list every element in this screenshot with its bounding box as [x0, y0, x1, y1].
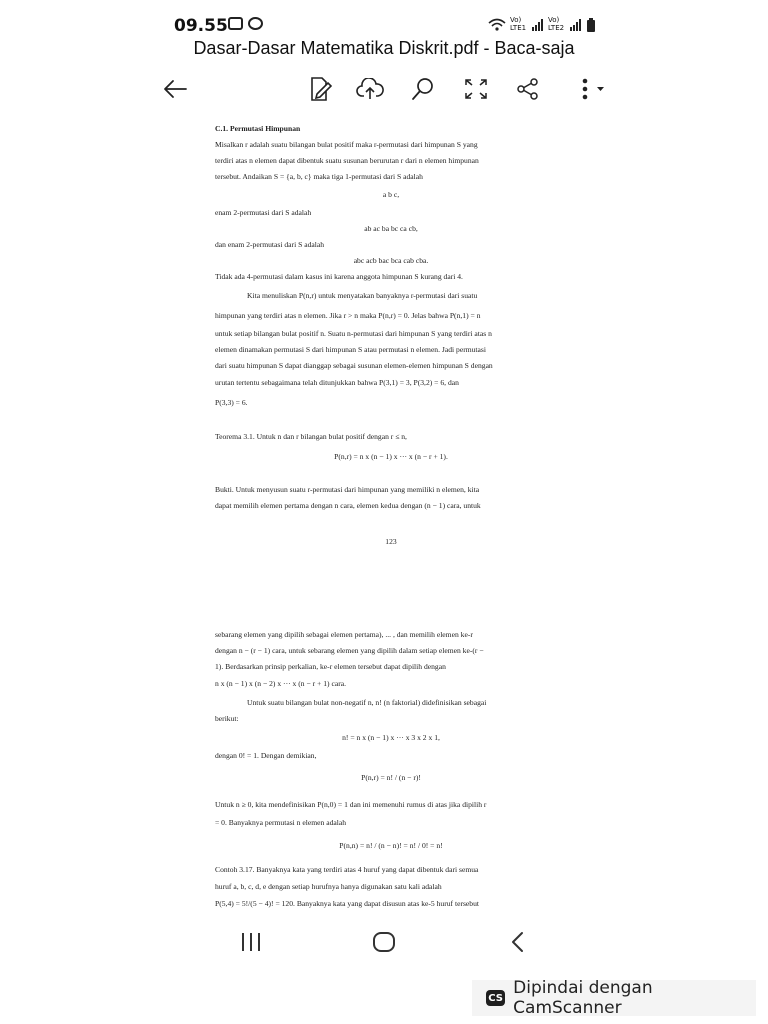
search-icon [411, 77, 435, 101]
document-title: Dasar-Dasar Matematika Diskrit.pdf - Baca-saja [193, 38, 575, 58]
text-line: dengan n − (r − 1) cara, untuk sebarang elemen yang dipilih dalam setiap elemen ke-(r − [215, 646, 484, 655]
share-button[interactable] [513, 74, 543, 104]
text-line: terdiri atas n elemen dapat dibentuk suatu susunan berurutan r dari n elemen himpunan [215, 156, 479, 165]
text-line: Bukti. Untuk menyusun suatu r-permutasi dari himpunan yang memiliki n elemen, kita [215, 485, 480, 494]
pdf-page-123 [150, 113, 622, 578]
fullscreen-icon [464, 78, 488, 100]
text-line: berikut: [215, 714, 239, 723]
formula: P(n,r) = n! / (n − r)! [361, 773, 421, 782]
recent-apps-button[interactable] [234, 926, 268, 958]
text-line: dari suatu himpunan S dapat dianggap sebagai susunan elemen-elemen himpunan S dengan [215, 361, 493, 370]
text-line: enam 2-permutasi dari S adalah [215, 208, 312, 217]
cloud-upload-icon [356, 78, 384, 100]
net2-label: Vo) LTE2 [548, 16, 565, 32]
edit-document-icon [308, 76, 332, 102]
signal2-icon [570, 19, 582, 31]
section-heading: C.1. Permutasi Himpunan [215, 124, 301, 133]
more-options-button[interactable] [570, 74, 610, 104]
text-line: tersebut. Andaikan S = {a, b, c} maka tiga 1-permutasi dari S adalah [215, 172, 423, 181]
text-line: Untuk suatu bilangan bulat non-negatif n, n! (n faktorial) didefinisikan sebagai [247, 698, 487, 707]
text-line: Kita menuliskan P(n,r) untuk menyatakan banyaknya r-permutasi dari suatu [247, 291, 478, 300]
back-button[interactable] [160, 74, 190, 104]
back-nav-button[interactable] [500, 926, 534, 958]
status-bar [0, 8, 768, 42]
page-number: 123 [385, 537, 397, 546]
text-line: urutan tertentu sebagaimana telah ditunjukkan bahwa P(3,1) = 3, P(3,2) = 6, dan [215, 378, 459, 387]
fullscreen-button[interactable] [461, 74, 491, 104]
back-arrow-icon [162, 79, 188, 99]
recent-apps-icon [240, 932, 262, 952]
text-line: Misalkan r adalah suatu bilangan bulat positif maka r-permutasi dari himpunan S yang [215, 140, 478, 149]
toolbar [0, 68, 768, 108]
app-notification-icon [248, 17, 263, 30]
text-line: untuk setiap bilangan bulat positif n. Suatu n-permutasi dari himpunan S yang terdiri atas n [215, 329, 492, 338]
text-line: dan enam 2-permutasi dari S adalah [215, 240, 325, 249]
example-line: Contoh 3.17. Banyaknya kata yang terdiri atas 4 huruf yang dapat dibentuk dari semua [215, 865, 479, 874]
text-line: dengan 0! = 1. Dengan demikian, [215, 751, 317, 760]
home-icon [372, 931, 396, 953]
share-icon [516, 77, 540, 101]
status-indicators [488, 16, 608, 36]
text-line: Tidak ada 4-permutasi dalam kasus ini karena anggota himpunan S kurang dari 4. [215, 272, 463, 281]
pdf-page-124 [150, 618, 622, 918]
permutation-list: ab ac ba bc ca cb, [364, 224, 418, 233]
formula: P(n,r) = n x (n − 1) x ··· x (n − r + 1). [334, 452, 448, 461]
more-vert-icon [573, 77, 607, 101]
gallery-notification-icon [228, 17, 243, 30]
text-line: P(3,3) = 6. [215, 398, 248, 407]
edit-button[interactable] [305, 74, 335, 104]
text-line: elemen dinamakan permutasi S dari himpunan S atau permutasi n elemen. Jadi permutasi [215, 345, 486, 354]
navigation-bar [0, 922, 768, 962]
text-line: Untuk n ≥ 0, kita mendefinisikan P(n,0) = 1 dan ini memenuhi rumus di atas jika dipilih r [215, 800, 487, 809]
back-icon [509, 931, 525, 953]
text-line: sebarang elemen yang dipilih sebagai elemen pertama), ... , dan memilih elemen ke-r [215, 630, 473, 639]
text-line: P(5,4) = 5!/(5 − 4)! = 120. Banyaknya kata yang dapat disusun atas ke-5 huruf tersebut [215, 899, 480, 908]
permutation-list: a b c, [382, 190, 400, 199]
theorem-line: Teorema 3.1. Untuk n dan r bilangan bulat positif dengan r ≤ n, [215, 432, 407, 441]
upload-button[interactable] [355, 74, 385, 104]
camscanner-logo: CS [486, 990, 505, 1006]
battery-icon [587, 18, 595, 32]
formula: P(n,n) = n! / (n − n)! = n! / 0! = n! [339, 841, 443, 850]
formula: n x (n − 1) x (n − 2) x ··· x (n − r + 1) cara. [215, 679, 346, 688]
search-button[interactable] [408, 74, 438, 104]
formula: n! = n x (n − 1) x ··· x 3 x 2 x 1, [342, 733, 440, 742]
permutation-list: abc acb bac bca cab cba. [353, 256, 429, 265]
home-button[interactable] [367, 926, 401, 958]
status-time: 09.55 [174, 16, 228, 36]
text-line: 1). Berdasarkan prinsip perkalian, ke-r elemen tersebut dapat dipilih dengan [215, 662, 446, 671]
net1-label: Vo) LTE1 [510, 16, 527, 32]
text-line: himpunan yang terdiri atas n elemen. Jika r > n maka P(n,r) = 0. Jelas bahwa P(n,1) = n [215, 311, 481, 320]
watermark-text: Dipindai dengan CamScanner [513, 978, 653, 1018]
text-line: = 0. Banyaknya permutasi n elemen adalah [215, 818, 347, 827]
wifi-icon [488, 18, 506, 32]
text-line: dapat memilih elemen pertama dengan n cara, elemen kedua dengan (n − 1) cara, untuk [215, 501, 481, 510]
camscanner-watermark [472, 980, 756, 1016]
text-line: huruf a, b, c, d, e dengan setiap hurufnya hanya digunakan satu kali adalah [215, 882, 442, 891]
signal1-icon [532, 19, 544, 31]
